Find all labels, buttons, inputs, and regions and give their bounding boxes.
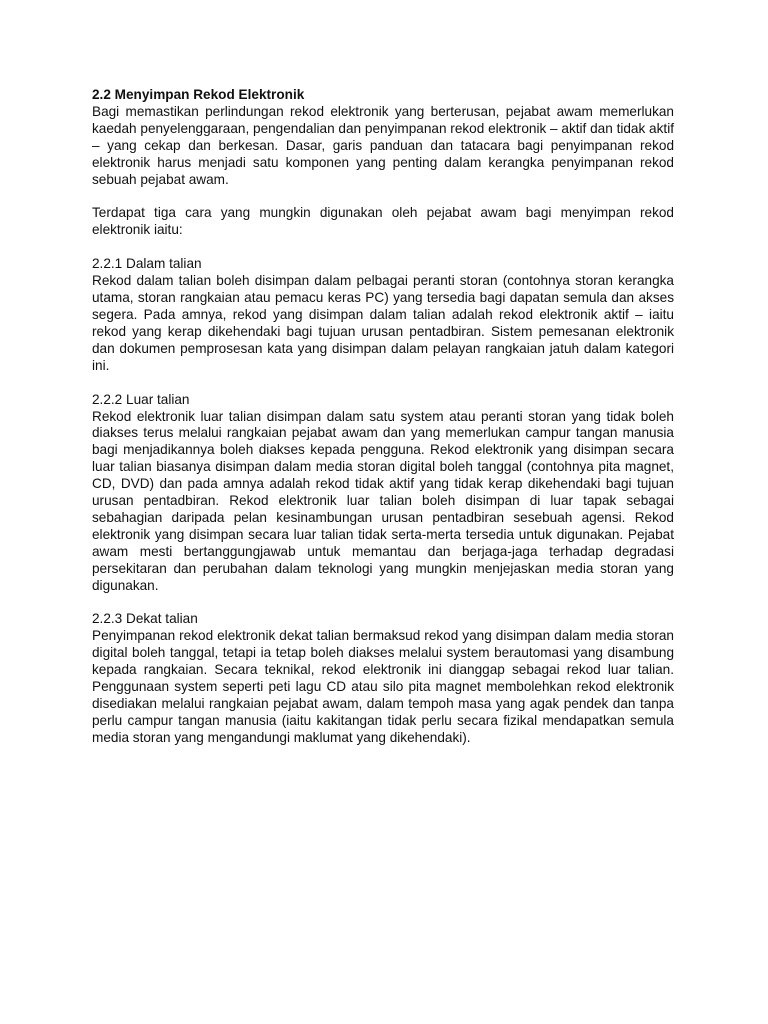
document-body	[92, 87, 674, 747]
intro-paragraph-2: Terdapat tiga cara yang mungkin digunakan oleh pejabat awam bagi menyimpan rekod elektronik iaitu:	[92, 205, 674, 238]
paragraph-spacer	[92, 188, 674, 205]
subsection-body-nearline: Penyimpanan rekod elektronik dekat talian bermaksud rekod yang disimpan dalam media storan digital boleh tanggal, tetapi ia tetap boleh diakses melalui system berautomasi yang disambung kepada rangkaian. Secara teknikal, rekod elektronik ini dianggap sebagai rekod luar talian. Penggunaan system seperti peti lagu CD atau silo pita magnet membolehkan rekod elektronik disediakan melalui rangkaian pejabat awam, dalam tempoh masa yang agak pendek dan tanpa perlu campur tangan manusia (iaitu kakitangan tidak perlu secara fizikal mendapatkan semula media storan yang mengandungi maklumat yang dikehendaki).	[92, 628, 674, 745]
paragraph-spacer	[92, 594, 674, 611]
paragraph-spacer	[92, 375, 674, 392]
subsection-title-offline: 2.2.2 Luar talian	[92, 391, 190, 407]
paragraph-spacer	[92, 239, 674, 256]
subsection-body-online: Rekod dalam talian boleh disimpan dalam pelbagai peranti storan (contohnya storan kerangka utama, storan rangkaian atau pemacu keras PC) yang tersedia bagi dapatan semula dan akses segera. Pada amnya, rekod yang disimpan dalam talian adalah rekod elektronik aktif – iaitu rekod yang kerap dikehendaki bagi tujuan urusan pentadbiran. Sistem pemesanan elektronik dan dokumen pemprosesan kata yang disimpan dalam pelayan rangkaian jatuh dalam kategori ini.	[92, 273, 674, 373]
section-heading: 2.2 Menyimpan Rekod Elektronik	[92, 87, 305, 102]
subsection-title-online: 2.2.1 Dalam talian	[92, 256, 202, 272]
subsection-body-offline: Rekod elektronik luar talian disimpan dalam satu system atau peranti storan yang tidak boleh diakses terus melalui rangkaian pejabat awam dan yang memerlukan campur tangan manusia bagi menjadikannya boleh diakses kepada pengguna. Rekod elektronik yang disimpan secara luar talian biasanya disimpan dalam media storan digital boleh tanggal (contohnya pita magnet, CD, DVD) dan pada amnya adalah rekod tidak aktif yang tidak kerap dikehendaki bagi tujuan urusan pentadbiran. Rekod elektronik luar talian boleh disimpan di luar tapak sebagai sebahagian daripada pelan kesinambungan urusan pentadbiran sesebuah agensi. Rekod elektronik yang disimpan secara luar talian tidak serta-merta tersedia untuk digunakan. Pejabat awam mesti bertanggungjawab untuk memantau dan berjaga-jaga terhadap degradasi persekitaran dan perubahan dalam teknologi yang mungkin menjejaskan media storan yang digunakan.	[92, 408, 674, 593]
subsection-title-nearline: 2.2.3 Dekat talian	[92, 611, 198, 627]
intro-paragraph-1: Bagi memastikan perlindungan rekod elektronik yang berterusan, pejabat awam memerlukan kaedah penyelenggaraan, pengendalian dan penyimpanan rekod elektronik – aktif dan tidak aktif – yang cekap dan berkesan. Dasar, garis panduan dan tatacara bagi penyimpanan rekod elektronik harus menjadi satu komponen yang penting dalam kerangka penyimpanan rekod sebuah pejabat awam.	[92, 103, 674, 187]
